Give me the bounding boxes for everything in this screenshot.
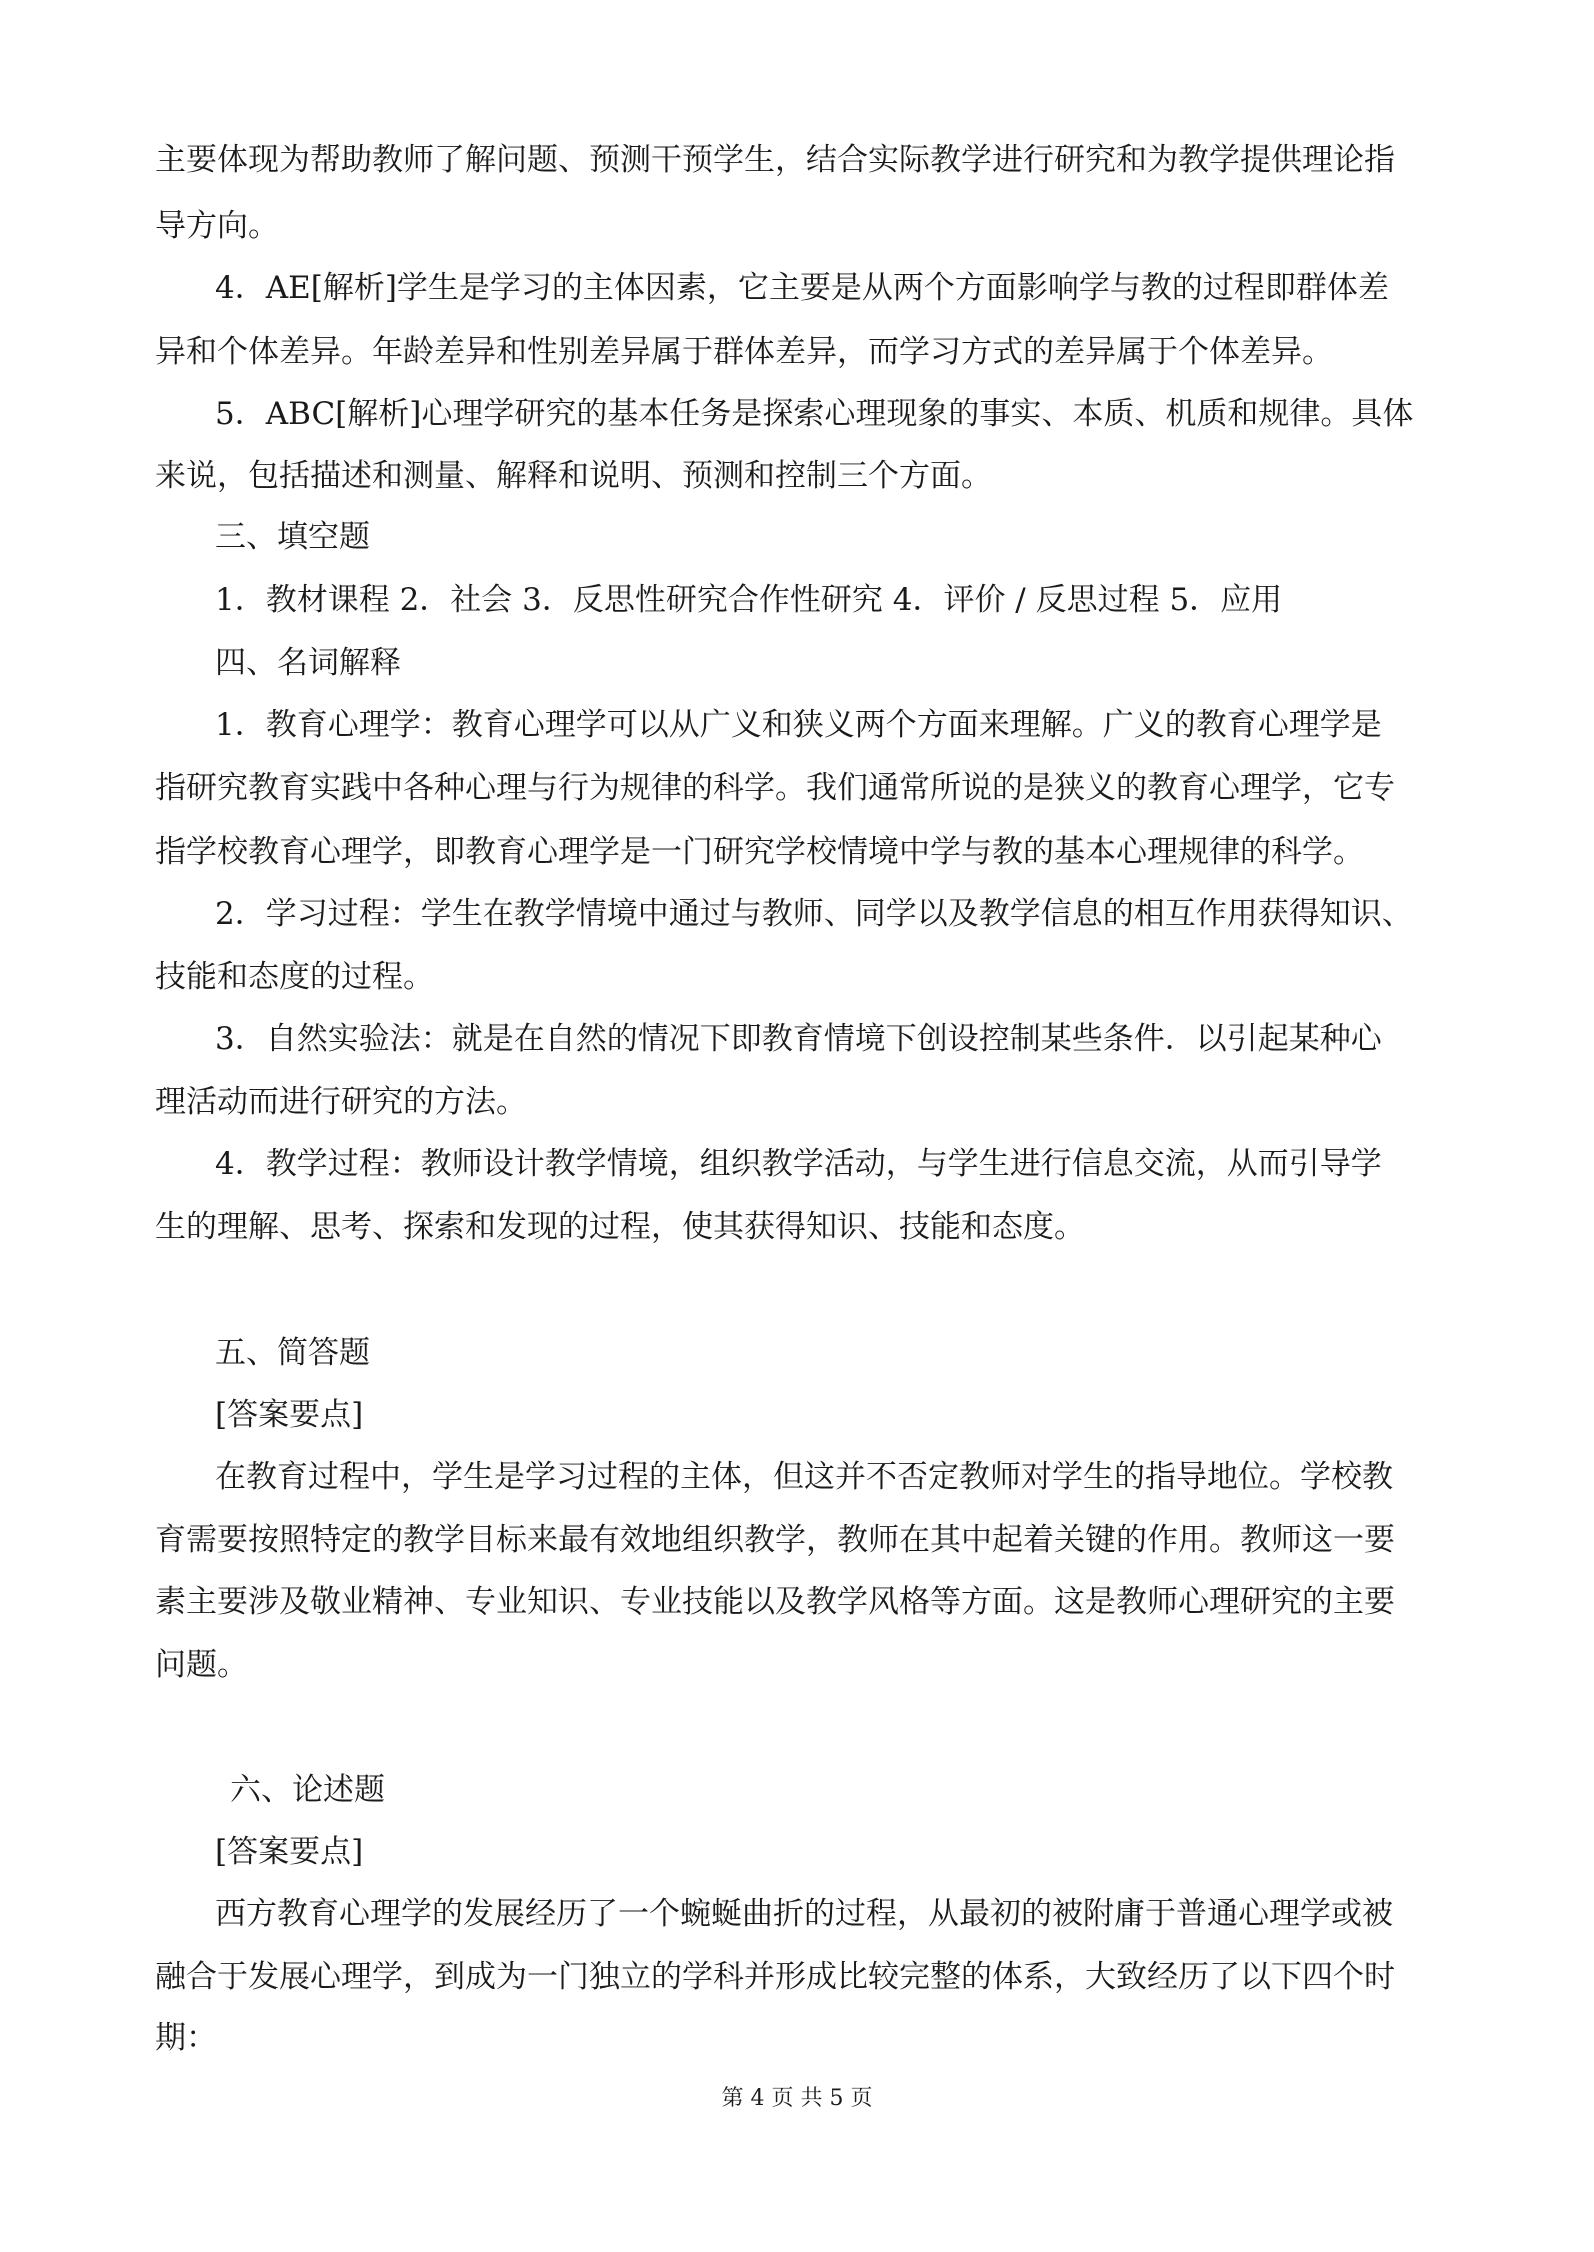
term-4-line: 生的理解、思考、探索和发现的过程，使其获得知识、技能和态度。 (155, 1209, 1085, 1245)
answer-4-line: 4．AE[解析]学生是学习的主体因素，它主要是从两个方面影响学与教的过程即群体差 (215, 270, 1389, 306)
term-3-line: 3．自然实验法：就是在自然的情况下即教育情境下创设控制某些条件．以引起某种心 (215, 1021, 1382, 1057)
text-line: 主要体现为帮助教师了解问题、预测干预学生，结合实际教学进行研究和为教学提供理论指 (155, 142, 1395, 178)
fill-in-answers: 1．教材课程 2．社会 3．反思性研究合作性研究 4．评价 / 反思过程 5．应用 (215, 582, 1283, 618)
answer-5-line: 来说，包括描述和测量、解释和说明、预测和控制三个方面。 (155, 458, 992, 494)
term-2-line: 2．学习过程：学生在教学情境中通过与教师、同学以及教学信息的相互作用获得知识、 (215, 896, 1413, 932)
section-heading-fill-in: 三、填空题 (215, 519, 370, 555)
term-4-line: 4．教学过程：教师设计教学情境，组织教学活动，与学生进行信息交流，从而引导学 (215, 1146, 1382, 1182)
short-answer-line: 问题。 (155, 1647, 248, 1683)
term-3-line: 理活动而进行研究的方法。 (155, 1084, 527, 1120)
answer-4-line: 异和个体差异。年龄差异和性别差异属于群体差异，而学习方式的差异属于个体差异。 (155, 334, 1333, 370)
short-answer-line: 育需要按照特定的教学目标来最有效地组织教学，教师在其中起着关键的作用。教师这一要 (155, 1522, 1395, 1558)
short-answer-line: 素主要涉及敬业精神、专业知识、专业技能以及教学风格等方面。这是教师心理研究的主要 (155, 1584, 1395, 1620)
term-1-line: 指学校教育心理学，即教育心理学是一门研究学校情境中学与教的基本心理规律的科学。 (155, 834, 1364, 870)
text-line: 导方向。 (155, 208, 279, 244)
answer-key-label: [答案要点] (215, 1834, 364, 1870)
answer-5-line: 5．ABC[解析]心理学研究的基本任务是探索心理现象的事实、本质、机质和规律。具体 (215, 396, 1414, 432)
term-1-line: 1．教育心理学：教育心理学可以从广义和狭义两个方面来理解。广义的教育心理学是 (215, 707, 1382, 743)
essay-answer-line: 期： (155, 2020, 217, 2056)
page-number-footer: 第 4 页 共 5 页 (721, 2086, 873, 2111)
answer-key-label: [答案要点] (215, 1397, 364, 1433)
section-heading-essay: 六、论述题 (230, 1772, 385, 1808)
term-2-line: 技能和态度的过程。 (155, 959, 434, 995)
term-1-line: 指研究教育实践中各种心理与行为规律的科学。我们通常所说的是狭义的教育心理学，它专 (155, 770, 1395, 806)
short-answer-line: 在教育过程中，学生是学习过程的主体，但这并不否定教师对学生的指导地位。学校教 (215, 1459, 1393, 1495)
section-heading-terms: 四、名词解释 (215, 645, 401, 681)
essay-answer-line: 融合于发展心理学，到成为一门独立的学科并形成比较完整的体系，大致经历了以下四个时 (155, 1959, 1395, 1995)
essay-answer-line: 西方教育心理学的发展经历了一个蜿蜒曲折的过程，从最初的被附庸于普通心理学或被 (215, 1896, 1393, 1932)
section-heading-short-answer: 五、简答题 (215, 1335, 370, 1371)
